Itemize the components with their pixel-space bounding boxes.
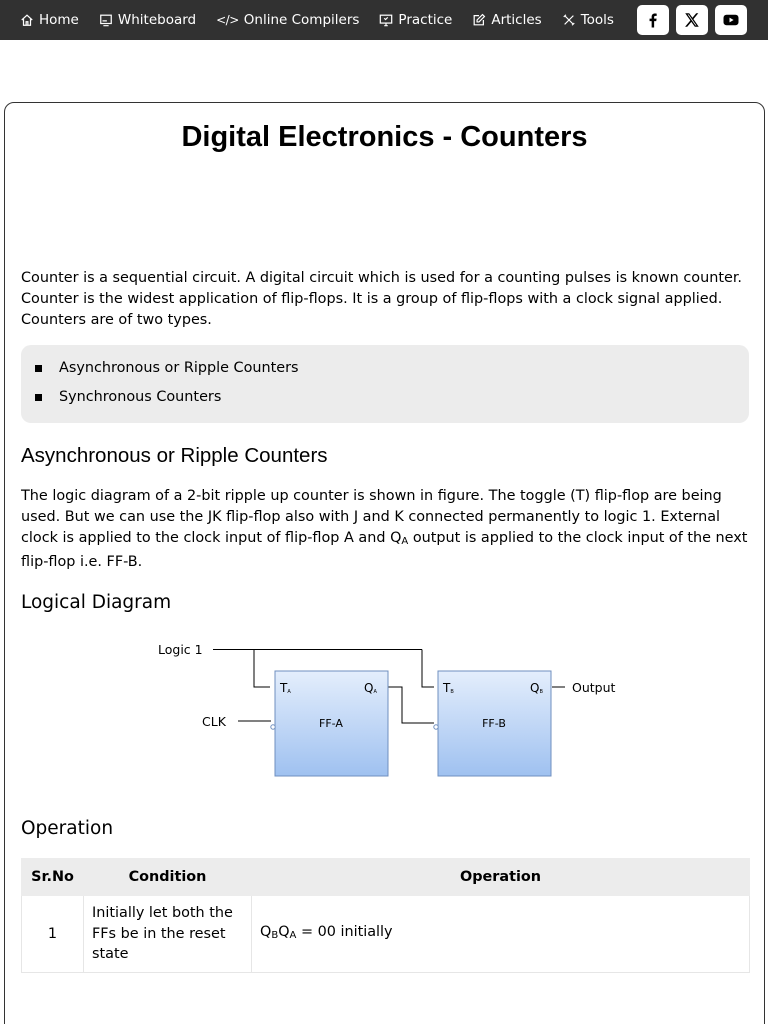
nav-online-compilers[interactable]	[216, 12, 359, 28]
page-title: Digital Electronics - Counters	[181, 121, 588, 153]
code-icon: </>	[216, 13, 239, 27]
table-row	[22, 896, 750, 973]
qa-to-ffb-wire	[388, 687, 434, 723]
section-heading: Asynchronous or Ripple Counters	[21, 444, 328, 467]
facebook-icon	[644, 11, 662, 29]
youtube-button[interactable]	[715, 5, 747, 35]
tools-icon	[562, 13, 576, 27]
logic1-to-ffa-wire	[254, 650, 270, 688]
diagram-heading: Logical Diagram	[21, 592, 172, 613]
nav-tools-label: Tools	[580, 12, 614, 28]
nav-whiteboard-label: Whiteboard	[117, 12, 197, 28]
x-icon	[683, 11, 701, 29]
youtube-icon	[722, 11, 740, 29]
nav-articles[interactable]	[472, 12, 541, 28]
table-header-row	[22, 859, 750, 896]
logic-diagram	[145, 631, 625, 781]
qa-label: QA	[364, 681, 377, 695]
op-q1: Q	[260, 923, 272, 940]
logic1-to-ffb-wire	[422, 650, 434, 688]
bullet-icon	[35, 394, 42, 401]
cell-operation	[252, 896, 750, 973]
header-srno: Sr.No	[22, 859, 84, 896]
nav-tools[interactable]	[562, 12, 614, 28]
list-item-label: Synchronous Counters	[59, 389, 222, 405]
logic1-label: Logic 1	[158, 642, 203, 657]
nav-home[interactable]	[20, 12, 79, 28]
op-rest: = 00 initially	[296, 923, 393, 940]
section-text-sub: A	[401, 536, 409, 547]
nav-articles-label: Articles	[491, 12, 542, 28]
qb-label: QB	[530, 681, 543, 695]
list-item-label: Asynchronous or Ripple Counters	[59, 360, 299, 376]
intro-paragraph: Counter is a sequential circuit. A digital circuit which is used for a counting pulses is known counter. Counter is the widest application of flip-flops. It is a group of flip-flops with a clock signal applied. Counters are of two types.	[21, 270, 742, 328]
header-condition: Condition	[84, 859, 252, 896]
op-q2-sub: A	[289, 929, 297, 941]
article-card	[4, 102, 765, 1024]
ff-b-clock-bubble	[434, 725, 438, 729]
clk-label: CLK	[202, 714, 226, 729]
ff-a-label: FF-A	[319, 717, 343, 730]
bullet-icon	[35, 365, 42, 372]
output-label: Output	[572, 680, 616, 695]
section-paragraph	[21, 486, 751, 573]
home-icon	[20, 13, 34, 27]
list-item	[35, 389, 221, 405]
social-links	[637, 5, 754, 35]
list-item	[35, 360, 299, 376]
practice-icon	[379, 13, 393, 27]
nav-practice-label: Practice	[398, 12, 453, 28]
op-q2: Q	[278, 923, 290, 940]
operation-heading: Operation	[21, 818, 114, 839]
section-text-before: The logic diagram of a 2-bit ripple up counter is shown in figure. The toggle (T) flip-flop are being used. But we can use the JK flip-flop also with J and K connected permanently to logic 1. External clock is applied to the clock input of flip-flop A and Q	[21, 488, 722, 546]
logic-diagram-svg	[145, 631, 625, 781]
header-operation: Operation	[252, 859, 750, 896]
op-q1-sub: B	[271, 929, 279, 941]
cell-srno: 1	[22, 896, 84, 973]
section-text-after: output is applied to the clock input of the next flip-flop i.e. FF-B.	[21, 530, 748, 570]
cell-condition: Initially let both the FFs be in the reset state	[84, 896, 252, 973]
ff-b-label: FF-B	[482, 717, 506, 730]
nav-practice[interactable]	[379, 12, 452, 28]
ta-label: TA	[280, 681, 291, 695]
edit-icon	[472, 13, 486, 27]
top-nav-bar	[0, 0, 768, 40]
x-button[interactable]	[676, 5, 708, 35]
tb-label: TB	[443, 681, 454, 695]
nav-home-label: Home	[39, 12, 79, 28]
nav-online-compilers-label: Online Compilers	[243, 12, 360, 28]
nav-whiteboard[interactable]	[99, 12, 196, 28]
facebook-button[interactable]	[637, 5, 669, 35]
operation-table	[21, 858, 750, 973]
whiteboard-icon	[99, 13, 113, 27]
counter-types-list	[21, 345, 749, 423]
ff-a-clock-bubble	[271, 725, 275, 729]
